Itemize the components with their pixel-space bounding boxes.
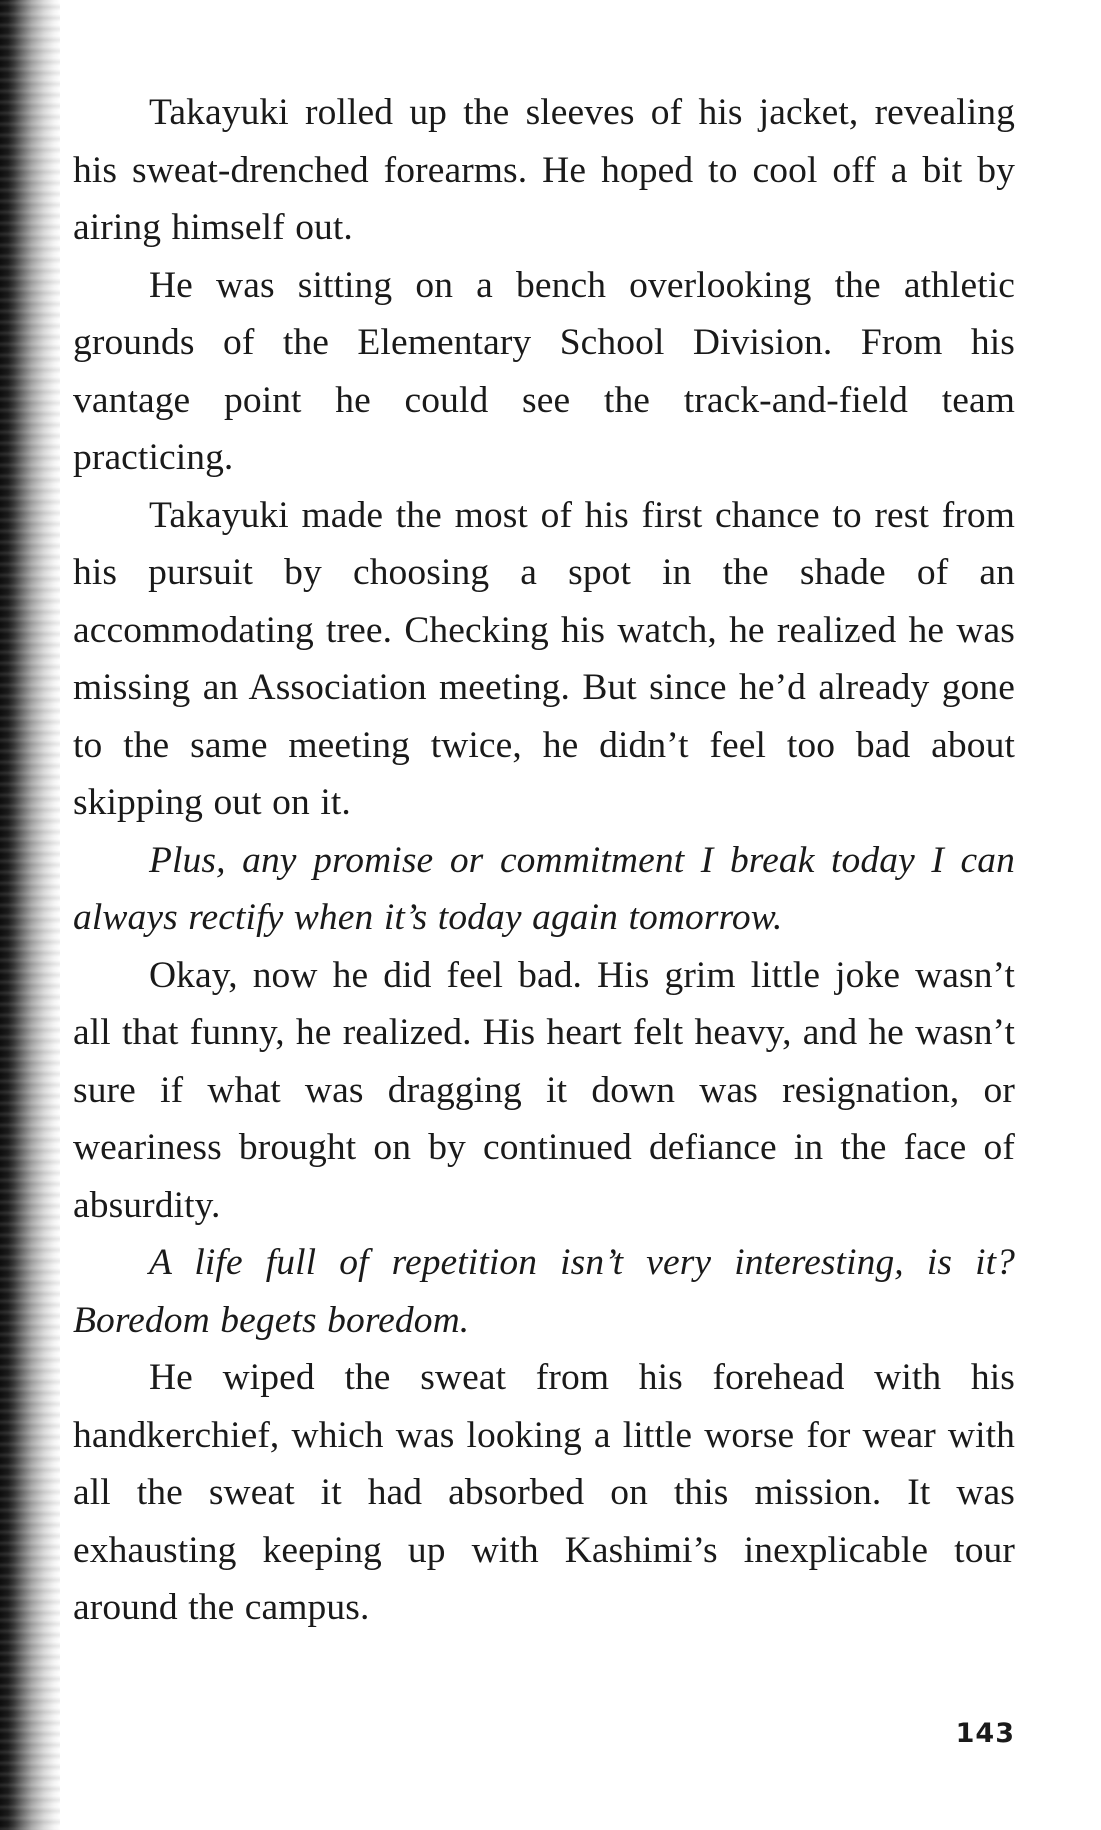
page-number: 143	[955, 1718, 1015, 1749]
page-binding-shadow	[0, 0, 60, 1830]
page-body-text	[73, 84, 1015, 1637]
paragraph-6-italic-thought: A life full of repetition isn’t very interesting, is it? Boredom begets boredom.	[73, 1242, 1015, 1341]
paragraph-5: Okay, now he did feel bad. His grim little joke wasn’t all that funny, he realized. His heart felt heavy, and he wasn’t sure if what was dragging it down was resignation, or weariness brought on by continued defiance in the face of absurdity.	[73, 954, 1015, 1226]
paragraph-2: He was sitting on a bench overlooking the athletic grounds of the Elementary School Division. From his vantage point he could see the track-and-field team practicing.	[73, 264, 1015, 478]
paragraph-4-italic-thought: Plus, any promise or commitment I break today I can always rectify when it’s today again tomorrow.	[73, 839, 1015, 938]
paragraph-3: Takayuki made the most of his first chance to rest from his pursuit by choosing a spot in the shade of an accommodating tree. Checking his watch, he realized he was missing an Association meeting. But since he’d already gone to the same meeting twice, he didn’t feel too bad about skipping out on it.	[73, 494, 1015, 823]
paragraph-7: He wiped the sweat from his forehead with his handkerchief, which was looking a little worse for wear with all the sweat it had absorbed on this mission. It was exhausting keeping up with Kashimi’s inexplicable tour around the campus.	[73, 1357, 1015, 1628]
paragraph-1: Takayuki rolled up the sleeves of his jacket, revealing his sweat-drenched forearms. He hoped to cool off a bit by airing himself out.	[73, 92, 1015, 248]
